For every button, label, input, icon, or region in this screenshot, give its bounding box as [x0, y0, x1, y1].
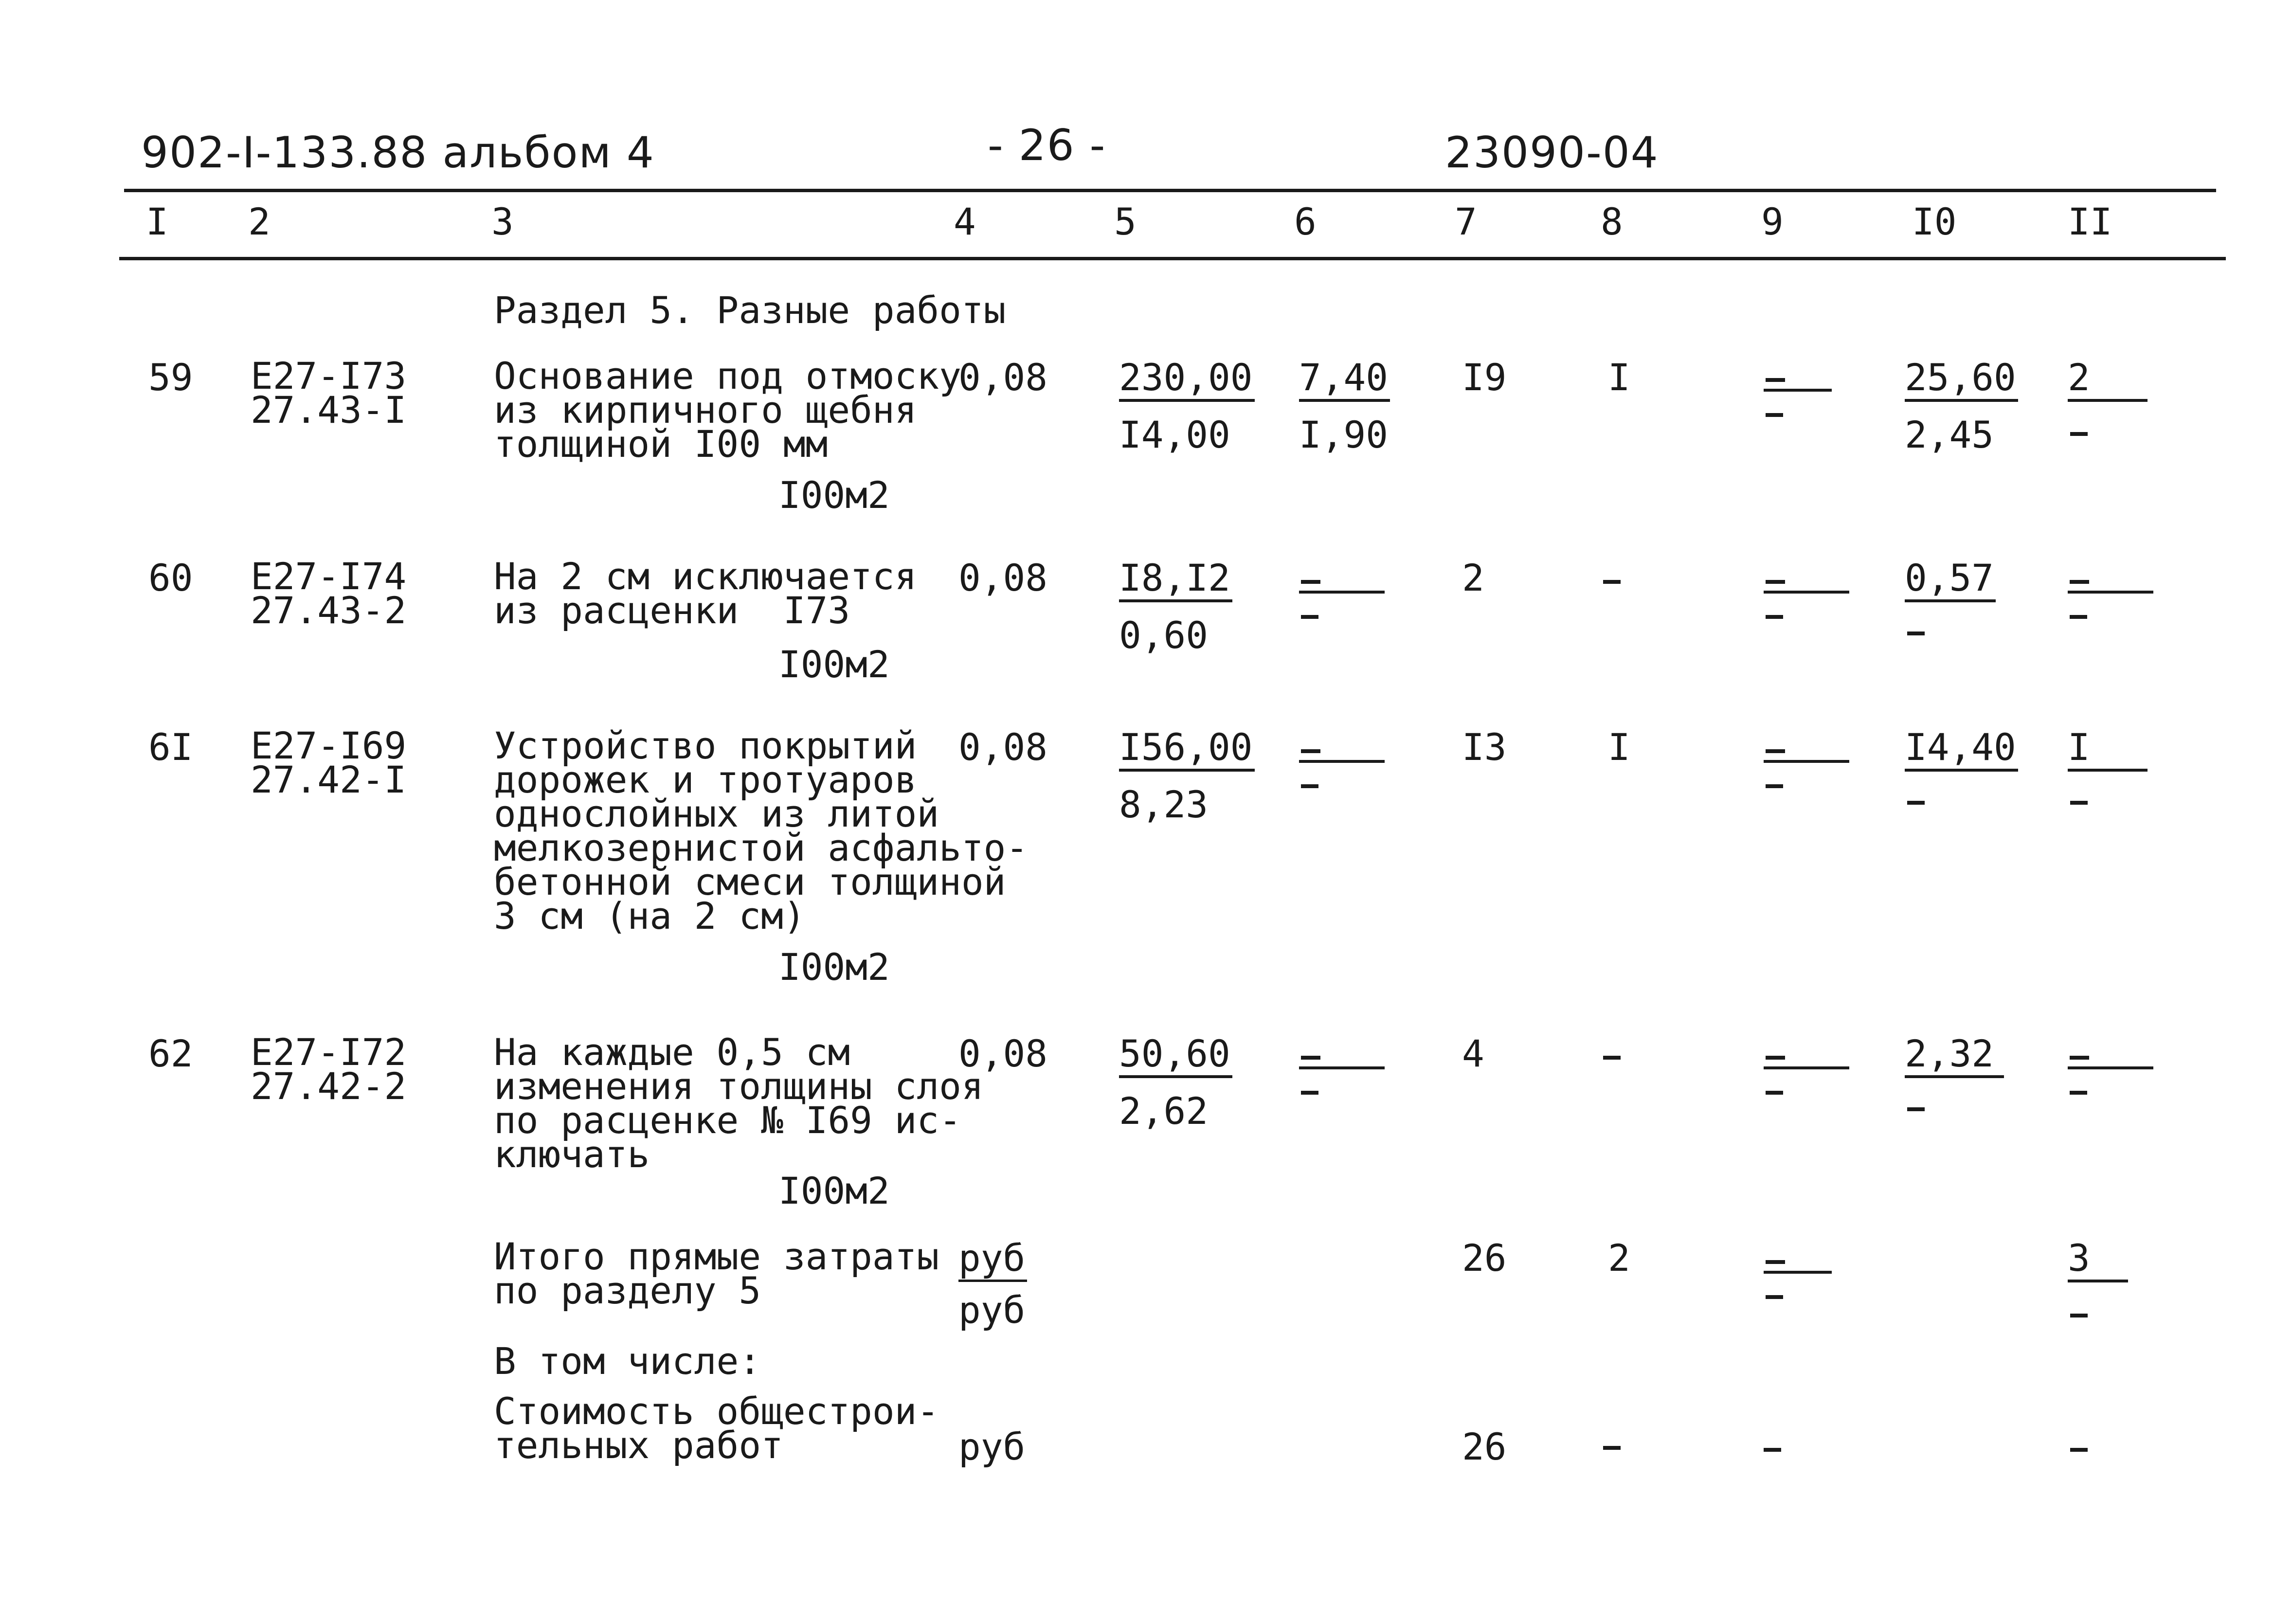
machine-total-dash	[1764, 734, 1851, 788]
unit-cost-total: I56,00	[1119, 729, 1255, 772]
machine-cost-dash	[1299, 1040, 1387, 1095]
labor-total-dash	[2068, 564, 2155, 619]
labor-cost-top: 0,57	[1905, 559, 1996, 602]
work-description: На каждые 0,5 см изменения толщины слоя по расценке № I69 ис- ключать	[494, 1030, 984, 1176]
unit-label: I00м2	[778, 945, 890, 989]
general-machine-dash	[1764, 1448, 1781, 1452]
unit-cost	[1119, 725, 1255, 826]
unit-cost-wages: 0,60	[1119, 614, 1209, 657]
total-cost: I3	[1462, 725, 1507, 769]
section-total-cost: 26	[1462, 1236, 1507, 1280]
work-description: Устройство покрытий дорожек и тротуаров однослойных из литой мелкозернистой асфальто- бетонной смеси толщиной 3 см (на 2 см)	[494, 724, 1029, 938]
labor-cost	[1905, 356, 2018, 456]
general-wages-dash	[1603, 1446, 1621, 1450]
labor-cost	[1905, 1032, 2004, 1078]
column-number: 4	[954, 200, 976, 243]
wages-cost: I	[1608, 725, 1630, 769]
total-cost: 2	[1462, 556, 1484, 599]
unit-label: I00м2	[778, 643, 890, 686]
rate-code: Е27-I69 27.42-I	[251, 724, 407, 801]
labor-total-dash	[2068, 1040, 2155, 1095]
document-code: 902-I-133.88 альбом 4	[141, 127, 655, 178]
section-total-labor	[2068, 1236, 2128, 1282]
general-construction-cost: 26	[1462, 1425, 1507, 1468]
unit-label: I00м2	[778, 473, 890, 517]
quantity: 0,08	[958, 356, 1048, 399]
page-number: - 26 -	[988, 120, 1106, 170]
column-number: 7	[1455, 200, 1477, 243]
labor-cost-bottom: 2,45	[1905, 413, 1994, 456]
section-total-label: Итого прямые затраты по разделу 5	[494, 1235, 939, 1312]
column-number: II	[2068, 200, 2112, 243]
section-title: Раздел 5. Разные работы	[494, 289, 1006, 332]
column-number: 8	[1601, 200, 1623, 243]
labor-cost-dash	[1907, 1107, 1925, 1111]
total-cost: 4	[1462, 1032, 1484, 1075]
labor-total	[2068, 725, 2148, 772]
row-number: 60	[148, 556, 193, 599]
labor-cost-top: 2,32	[1905, 1035, 2004, 1078]
unit-label: I00м2	[778, 1169, 890, 1212]
work-description: Основание под отмоску из кирпичного щебня толщиной I00 мм	[494, 354, 961, 466]
including-label: В том числе:	[494, 1339, 761, 1383]
unit-cost	[1119, 556, 1232, 657]
labor-total	[2068, 356, 2148, 402]
column-number: 5	[1114, 200, 1137, 243]
wages-cost: I	[1608, 356, 1630, 399]
labor-cost-top: I4,40	[1905, 729, 2018, 772]
quantity: 0,08	[958, 1032, 1048, 1075]
quantity: 0,08	[958, 556, 1048, 599]
row-number: 59	[148, 356, 193, 399]
quantity: 0,08	[958, 725, 1048, 769]
machine-cost-total: 7,40	[1299, 359, 1390, 402]
machine-cost	[1299, 356, 1390, 456]
labor-total-top: I	[2068, 729, 2148, 772]
section-total-labor-top: 3	[2068, 1240, 2128, 1282]
machine-total-dash	[1764, 362, 1851, 417]
work-description: На 2 см исключается из расценки I73	[494, 555, 917, 632]
row-number: 62	[148, 1032, 193, 1075]
machine-cost-dash	[1299, 734, 1387, 788]
section-total-unit	[958, 1236, 1027, 1332]
unit-cost-total: 230,00	[1119, 359, 1255, 402]
header-rule-top	[124, 189, 2216, 192]
rate-code: Е27-I72 27.42-2	[251, 1030, 407, 1108]
unit-cost	[1119, 356, 1255, 456]
wages-dash	[1603, 580, 1621, 584]
labor-total-top: 2	[2068, 359, 2148, 402]
column-number: 2	[248, 200, 271, 243]
rate-code: Е27-I74 27.43-2	[251, 555, 407, 632]
series-number: 23090-04	[1445, 127, 1659, 178]
general-construction-unit: руб	[958, 1425, 1026, 1468]
machine-cost-wages: I,90	[1299, 413, 1389, 456]
general-labor-dash	[2070, 1448, 2088, 1452]
unit-cost-wages: I4,00	[1119, 413, 1230, 456]
labor-total-dash	[2070, 801, 2088, 805]
section-total-machine-dash	[1764, 1245, 1851, 1299]
rate-code: Е27-I73 27.43-I	[251, 354, 407, 432]
labor-cost	[1905, 556, 1996, 602]
header-rule-bottom	[119, 257, 2226, 260]
labor-cost-dash	[1907, 801, 1925, 805]
section-total-wages: 2	[1608, 1236, 1630, 1280]
column-number: I0	[1912, 200, 1957, 243]
machine-total-dash	[1764, 564, 1851, 619]
unit-cost-total: I8,I2	[1119, 559, 1232, 602]
labor-cost-top: 25,60	[1905, 359, 2018, 402]
column-number: 3	[491, 200, 514, 243]
labor-cost	[1905, 725, 2018, 772]
unit-cost-total: 50,60	[1119, 1035, 1232, 1078]
total-cost: I9	[1462, 356, 1507, 399]
unit-cost-wages: 8,23	[1119, 783, 1209, 826]
column-number: I	[146, 200, 168, 243]
machine-cost-dash	[1299, 564, 1387, 619]
section-total-unit-top: руб	[958, 1240, 1027, 1282]
section-total-labor-dash	[2070, 1314, 2088, 1317]
labor-total-dash	[2070, 432, 2088, 436]
unit-cost	[1119, 1032, 1232, 1133]
unit-cost-wages: 2,62	[1119, 1089, 1209, 1133]
row-number: 6I	[148, 725, 193, 769]
machine-total-dash	[1764, 1040, 1851, 1095]
general-construction-label: Стоимость общестрои- тельных работ	[494, 1389, 939, 1467]
column-number: 9	[1761, 200, 1784, 243]
wages-dash	[1603, 1056, 1621, 1060]
column-number: 6	[1294, 200, 1317, 243]
section-total-unit-bottom: руб	[958, 1288, 1026, 1332]
labor-cost-dash	[1907, 632, 1925, 635]
